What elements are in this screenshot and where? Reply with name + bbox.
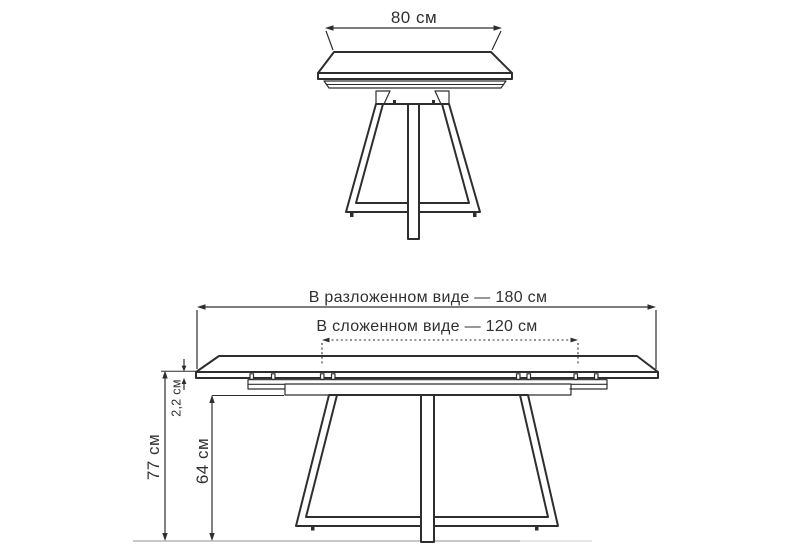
side-view-tabletop-edge (196, 372, 658, 378)
dim-folded-120-arrow-right (571, 338, 579, 343)
end-view-foot-right (473, 213, 477, 217)
end-view-bolt-right (432, 100, 435, 103)
rail-clip (272, 374, 276, 380)
side-view-tabletop-surface (196, 356, 658, 372)
end-view-foot-left (350, 213, 354, 217)
rail-clip (527, 374, 531, 380)
dim-width-80-label: 80 см (390, 8, 438, 27)
end-view-bolt-left (393, 100, 396, 103)
side-view-foot-left (311, 527, 315, 531)
end-view-center-post (408, 104, 419, 239)
dim-width-80-arrow-right (494, 25, 503, 30)
end-view-tabletop (318, 52, 512, 88)
dim-thickness-label: 2,2 см (169, 379, 184, 417)
dim-folded-120-arrow-left (322, 338, 330, 343)
end-view-bracket-left (376, 91, 390, 104)
rail-clip (321, 374, 325, 380)
rail-clip (574, 374, 578, 380)
end-view-tabletop-edge (318, 73, 512, 79)
dim-thickness-2-2 (169, 359, 186, 417)
side-view-center-post (421, 395, 434, 542)
dim-extended-180-arrow-left (197, 304, 206, 309)
end-view-leg-frame (346, 91, 480, 239)
extension-beam (285, 384, 571, 395)
dim-width-80-ext-right (492, 31, 501, 50)
dim-width-80-arrow-left (325, 25, 334, 30)
dim-height-77-arrow-bottom (162, 533, 167, 541)
dim-width-80-ext-left (326, 31, 333, 50)
rail-clip (517, 374, 521, 380)
dim-folded-120-label: В сложенном виде — 120 см (316, 318, 538, 335)
side-view-tabletop (196, 356, 658, 378)
dim-extended-180-label: В разложенном виде — 180 см (308, 289, 548, 306)
dim-clearance-64-arrow-top (209, 395, 214, 403)
end-view-bracket-right (435, 91, 449, 104)
end-view (318, 8, 512, 239)
rail-clip (332, 374, 336, 380)
dim-clearance-64-label: 64 см (192, 437, 212, 485)
rail-clip (595, 374, 599, 380)
end-view-tabletop-surface (318, 52, 512, 73)
dim-height-77-label: 77 см (143, 433, 163, 481)
side-view (133, 289, 658, 542)
dim-width-80 (325, 8, 502, 50)
dim-clearance-64 (193, 395, 284, 541)
dim-clearance-64-arrow-bottom (209, 533, 214, 541)
side-view-foot-right (535, 527, 539, 531)
dim-extended-180-arrow-right (648, 304, 657, 309)
rail-clip (250, 374, 254, 380)
